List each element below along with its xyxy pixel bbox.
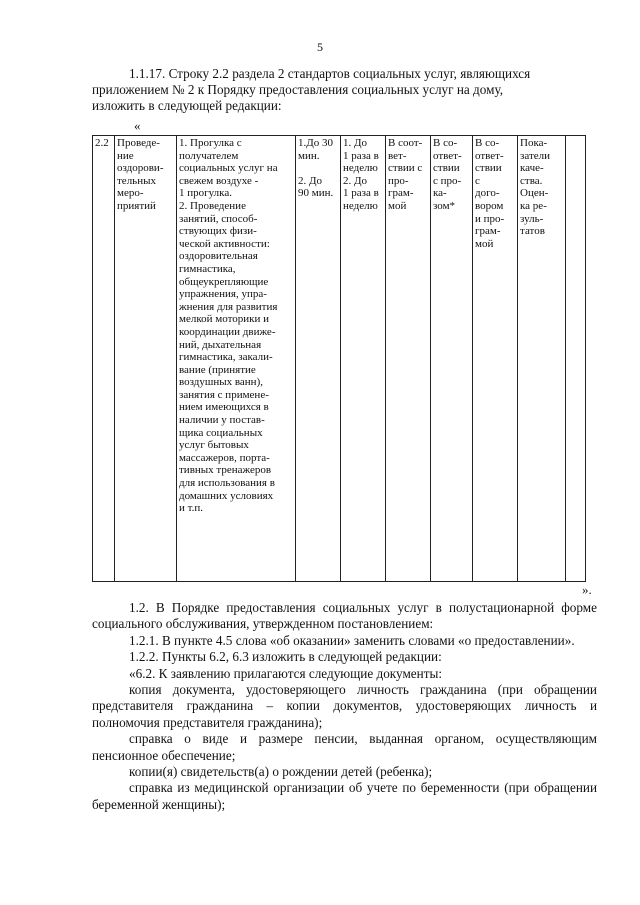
body-paragraph: 1.2.1. В пункте 4.5 слова «об оказании» заменить словами «о предоставлении». bbox=[129, 632, 575, 648]
intro-line-2: приложением № 2 к Порядку предоставления социальных услуг на дому, bbox=[92, 82, 504, 97]
cell-text-line: Пока- bbox=[520, 137, 548, 149]
cell-text-line: упражнения, упра- bbox=[179, 288, 267, 301]
row-number-cell bbox=[93, 136, 115, 582]
cell-text-line: В со- bbox=[433, 137, 458, 149]
cell-text-line: занятий, способ- bbox=[179, 212, 258, 225]
empty-cell bbox=[566, 136, 586, 582]
cell-text-line: меро- bbox=[117, 187, 144, 200]
cell-text-line: В соот- bbox=[388, 137, 423, 149]
duration-cell bbox=[296, 136, 341, 582]
frequency-first bbox=[343, 137, 383, 175]
cell-text-line: с bbox=[475, 174, 480, 187]
cell-text-line: социальных услуг на bbox=[179, 162, 278, 175]
body-text bbox=[92, 600, 597, 813]
cell-text-line: приятий bbox=[117, 199, 156, 212]
description-cell bbox=[177, 136, 296, 582]
cell-text-line: ка ре- bbox=[520, 199, 547, 212]
cell-text-line: ческой активности: bbox=[179, 237, 270, 250]
cell-text-line: для использования в bbox=[179, 477, 275, 490]
cell-text-line: ка- bbox=[433, 187, 447, 200]
cell-text-line: грам- bbox=[388, 187, 414, 200]
frequency-cell bbox=[341, 136, 386, 582]
cell-text-line: гимнастика, закали- bbox=[179, 351, 273, 364]
cell-text-line: Проведе- bbox=[117, 137, 160, 149]
body-paragraph: справка о виде и размере пенсии, выданная органом, осуществляющим пенсионное обеспечение; bbox=[92, 731, 597, 763]
cell-text-line: ствующих физи- bbox=[179, 225, 257, 238]
contract-cell bbox=[473, 136, 518, 582]
cell-text-line: В со- bbox=[475, 137, 500, 149]
cell-text-line: щика социальных bbox=[179, 426, 263, 439]
cell-text-line: неделю bbox=[343, 199, 378, 212]
intro-line-1: 1.1.17. Строку 2.2 раздела 2 стандартов социальных услуг, являющихся bbox=[129, 66, 531, 81]
cell-text-line: ствии bbox=[475, 162, 502, 175]
intro-paragraph bbox=[92, 66, 597, 114]
intro-line-3: изложить в следующей редакции: bbox=[92, 98, 282, 113]
duration-second bbox=[298, 175, 338, 200]
body-paragraph: 1.2. В Порядке предоставления социальных услуг в полустационарной форме социального обслуживания, утвержденном постановлением: bbox=[92, 600, 597, 632]
cell-text-line: 2. Проведение bbox=[179, 199, 246, 212]
cell-text-line: мой bbox=[388, 199, 407, 212]
cell-text-line: массажеров, порта- bbox=[179, 451, 270, 464]
cell-text-line: зуль- bbox=[520, 212, 544, 225]
cell-text-line: Оцен- bbox=[520, 187, 549, 200]
service-name-cell bbox=[115, 136, 177, 582]
cell-text-line: координации движе- bbox=[179, 325, 276, 338]
page-number: 5 bbox=[317, 40, 323, 54]
cell-text-line: ства. bbox=[520, 174, 543, 187]
cell-text-line: 1 раза в bbox=[343, 187, 379, 200]
body-paragraph: копии(я) свидетельств(а) о рождении детей (ребенка); bbox=[129, 764, 433, 780]
cell-text-line: ответ- bbox=[433, 149, 462, 162]
cell-text-line: грам- bbox=[475, 225, 501, 238]
body-paragraph: 1.2.2. Пункты 6.2, 6.3 изложить в следующей редакции: bbox=[129, 649, 442, 665]
cell-text-line: 2. До bbox=[298, 174, 323, 187]
cell-text-line: получателем bbox=[179, 149, 239, 162]
cell-text-line: мин. bbox=[298, 149, 320, 162]
cell-text-line: общеукрепляющие bbox=[179, 275, 269, 288]
cell-text-line: наличии у постав- bbox=[179, 414, 265, 427]
cell-text-line: тивных тренажеров bbox=[179, 464, 272, 477]
program-cell bbox=[386, 136, 431, 582]
cell-text-line: и т.п. bbox=[179, 502, 204, 515]
table-row bbox=[93, 136, 586, 582]
cell-text-line: вет- bbox=[388, 149, 407, 162]
cell-text-line: свежем воздухе - bbox=[179, 174, 259, 187]
cell-text-line: ние bbox=[117, 149, 134, 162]
cell-text-line: воздушных ванн), bbox=[179, 376, 263, 389]
cell-text-line: гимнастика, bbox=[179, 262, 236, 275]
cell-text-line: оздорови- bbox=[117, 162, 164, 175]
cell-text-line: ответ- bbox=[475, 149, 504, 162]
cell-text-line: оздоровительная bbox=[179, 250, 258, 263]
cell-text-line: про- bbox=[388, 174, 409, 187]
cell-text-line: 2. До bbox=[343, 174, 368, 187]
cell-text-line: ствии с bbox=[388, 162, 423, 175]
quote-close: ». bbox=[582, 582, 592, 597]
cell-text-line: 1. До bbox=[343, 137, 368, 149]
body-paragraph: справка из медицинской организации об учете по беременности (при обращении беременной женщины); bbox=[92, 780, 597, 812]
frequency-second bbox=[343, 175, 383, 213]
cell-text-line: ний, дыхательная bbox=[179, 338, 262, 351]
cell-text-line: жнения для развития bbox=[179, 300, 278, 313]
cell-text-line: домашних условиях bbox=[179, 489, 274, 502]
cell-text-line: неделю bbox=[343, 162, 378, 175]
cell-text-line: и про- bbox=[475, 212, 505, 225]
body-paragraph: копия документа, удостоверяющего личность гражданина (при обращении представителя гражданина – копии документов, удостоверяющих личность и полномочия представителя гражданина); bbox=[92, 682, 597, 730]
cell-text-line: зом* bbox=[433, 199, 456, 212]
cell-text-line: 1 прогулка. bbox=[179, 187, 232, 200]
standards-table bbox=[92, 135, 586, 582]
cell-text-line: ствии bbox=[433, 162, 460, 175]
cell-text-line: вание (принятие bbox=[179, 363, 256, 376]
cell-text-line: услуг бытовых bbox=[179, 439, 249, 452]
cell-text-line: 1.До 30 bbox=[298, 137, 334, 149]
cell-text-line: каче- bbox=[520, 162, 544, 175]
row-number: 2.2 bbox=[95, 137, 109, 149]
order-cell bbox=[431, 136, 473, 582]
cell-text-line: мой bbox=[475, 237, 494, 250]
cell-text-line: татов bbox=[520, 225, 545, 238]
cell-text-line: дого- bbox=[475, 187, 500, 200]
cell-text-line: 90 мин. bbox=[298, 187, 334, 200]
cell-text-line: занятия с примене- bbox=[179, 388, 269, 401]
quote-open: « bbox=[134, 118, 141, 133]
cell-text-line: нием имеющихся в bbox=[179, 401, 269, 414]
duration-first bbox=[298, 137, 338, 162]
cell-text-line: затели bbox=[520, 149, 551, 162]
body-paragraph: «6.2. К заявлению прилагаются следующие документы: bbox=[129, 665, 442, 681]
cell-text-line: 1 раза в bbox=[343, 149, 379, 162]
quality-cell bbox=[518, 136, 566, 582]
cell-text-line: мелкой моторики и bbox=[179, 313, 269, 326]
cell-text-line: с про- bbox=[433, 174, 462, 187]
cell-text-line: 1. Прогулка с bbox=[179, 137, 242, 149]
cell-text-line: вором bbox=[475, 199, 504, 212]
cell-text-line: тельных bbox=[117, 174, 156, 187]
